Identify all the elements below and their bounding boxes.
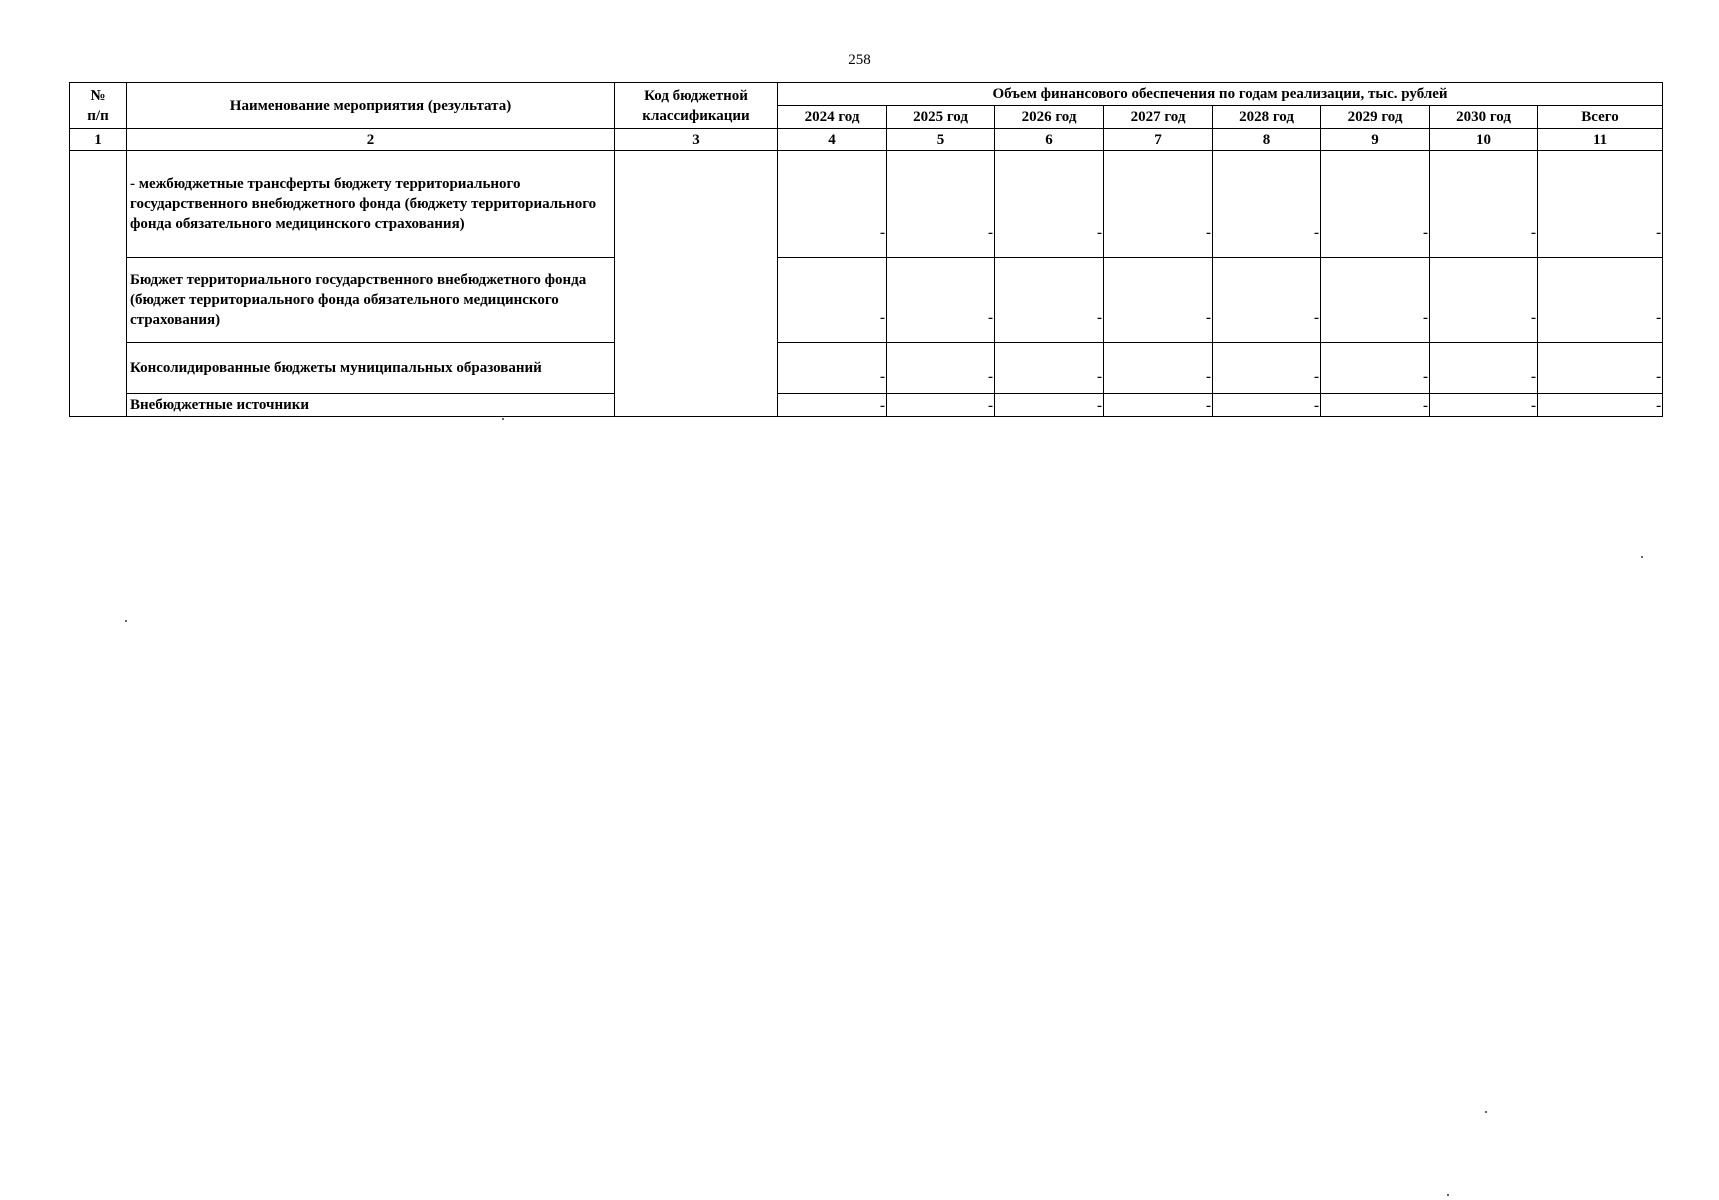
value-cell: - xyxy=(1104,151,1213,258)
column-index-cell: 3 xyxy=(615,129,778,151)
value-cell: - xyxy=(995,258,1104,343)
value-cell: - xyxy=(995,151,1104,258)
value-cell: - xyxy=(778,343,887,394)
header-name-cell: Наименование мероприятия (результата) xyxy=(127,83,615,129)
value-cell: - xyxy=(778,258,887,343)
value-cell: - xyxy=(1321,343,1430,394)
row-name: Бюджет территориального государственного внебюджетного фонда (бюджет территориального фонда обязательного медицинского страхования) xyxy=(127,258,615,343)
value-cell: - xyxy=(887,151,995,258)
header-total: Всего xyxy=(1538,106,1663,129)
value-cell: - xyxy=(887,394,995,417)
value-cell: - xyxy=(1538,258,1663,343)
column-index-row xyxy=(70,129,1663,151)
header-year-2028: 2028 год xyxy=(1213,106,1321,129)
column-index-cell: 11 xyxy=(1538,129,1663,151)
header-row-1 xyxy=(70,83,1663,106)
value-cell: - xyxy=(1430,151,1538,258)
value-cell: - xyxy=(1321,258,1430,343)
value-cell: - xyxy=(1104,394,1213,417)
value-cell: - xyxy=(1213,258,1321,343)
column-index-cell: 2 xyxy=(127,129,615,151)
value-cell: - xyxy=(1430,258,1538,343)
value-cell: - xyxy=(995,343,1104,394)
value-cell: - xyxy=(1104,343,1213,394)
value-cell: - xyxy=(778,151,887,258)
header-year-2027: 2027 год xyxy=(1104,106,1213,129)
scan-speck xyxy=(1485,1111,1487,1113)
column-index-cell: 5 xyxy=(887,129,995,151)
value-cell: - xyxy=(1321,394,1430,417)
row-name: Консолидированные бюджеты муниципальных образований xyxy=(127,343,615,394)
header-code-line1: Код бюджетной xyxy=(644,87,748,104)
value-cell: - xyxy=(1213,343,1321,394)
column-index-cell: 1 xyxy=(70,129,127,151)
column-index-cell: 10 xyxy=(1430,129,1538,151)
header-year-2024: 2024 год xyxy=(778,106,887,129)
value-cell: - xyxy=(995,394,1104,417)
value-cell: - xyxy=(887,258,995,343)
budget-table xyxy=(69,82,1663,417)
column-index-cell: 6 xyxy=(995,129,1104,151)
table-row xyxy=(70,343,1663,394)
value-cell: - xyxy=(1104,258,1213,343)
column-index-cell: 9 xyxy=(1321,129,1430,151)
code-cell-empty xyxy=(615,151,778,417)
table-row xyxy=(70,394,1663,417)
value-cell: - xyxy=(1213,151,1321,258)
header-number-line2: п/п xyxy=(87,107,109,124)
header-number-cell xyxy=(70,83,127,129)
page-number: 258 xyxy=(848,52,871,68)
value-cell: - xyxy=(778,394,887,417)
header-number-line1: № xyxy=(90,87,106,104)
table-row xyxy=(70,151,1663,258)
header-code-cell xyxy=(615,83,778,129)
header-code-line2: классификации xyxy=(642,107,750,124)
scan-speck xyxy=(502,418,504,420)
number-cell-empty xyxy=(70,151,127,417)
value-cell: - xyxy=(1538,394,1663,417)
row-name: - межбюджетные трансферты бюджету территориального государственного внебюджетного фонда (бюджету территориального фонда обязательного медицинского страхования) xyxy=(127,151,615,258)
table-row xyxy=(70,258,1663,343)
value-cell: - xyxy=(887,343,995,394)
scan-speck xyxy=(125,620,127,622)
scan-speck xyxy=(1641,556,1643,558)
header-year-2026: 2026 год xyxy=(995,106,1104,129)
scan-speck xyxy=(1447,1194,1449,1196)
value-cell: - xyxy=(1538,151,1663,258)
value-cell: - xyxy=(1430,394,1538,417)
column-index-cell: 8 xyxy=(1213,129,1321,151)
row-name: Внебюджетные источники xyxy=(127,394,615,417)
value-cell: - xyxy=(1430,343,1538,394)
header-volume-cell: Объем финансового обеспечения по годам реализации, тыс. рублей xyxy=(778,83,1663,106)
header-year-2025: 2025 год xyxy=(887,106,995,129)
column-index-cell: 4 xyxy=(778,129,887,151)
column-index-cell: 7 xyxy=(1104,129,1213,151)
value-cell: - xyxy=(1538,343,1663,394)
header-year-2029: 2029 год xyxy=(1321,106,1430,129)
header-year-2030: 2030 год xyxy=(1430,106,1538,129)
value-cell: - xyxy=(1321,151,1430,258)
value-cell: - xyxy=(1213,394,1321,417)
